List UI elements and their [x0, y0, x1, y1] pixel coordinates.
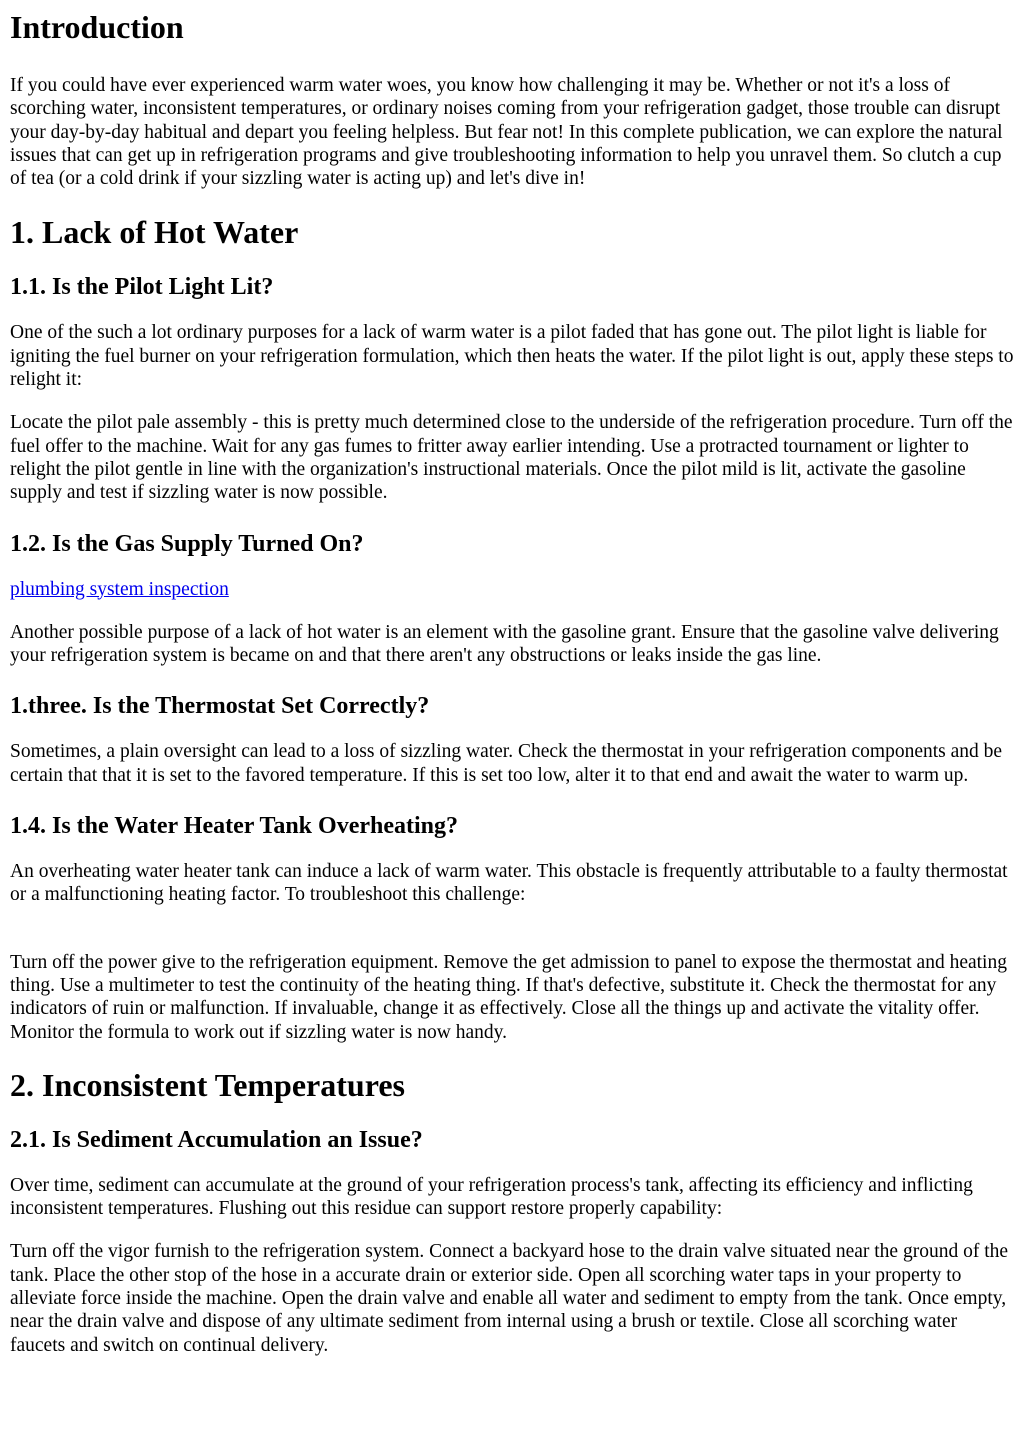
plumbing-inspection-link[interactable]: plumbing system inspection — [10, 578, 229, 600]
section-1-2-heading: 1.2. Is the Gas Supply Turned On? — [10, 530, 364, 557]
section-2-1-heading: 2.1. Is Sediment Accumulation an Issue? — [10, 1126, 423, 1153]
link-paragraph — [10, 578, 1014, 601]
section-2-heading: 2. Inconsistent Temperatures — [10, 1066, 405, 1103]
section-1-4-heading: 1.4. Is the Water Heater Tank Overheating? — [10, 813, 459, 840]
section-1-1-paragraph-2: Locate the pilot pale assembly - this is pretty much determined close to the underside of the refrigeration procedure. Turn off the fuel offer to the machine. Wait for any gas fumes to fritter away earlier intending. Use a protracted tournament or lighter to relight the pilot gentle in line with the organization's instructional materials. Once the pilot mild is lit, activate the gasoline supply and test if sizzling water is now possible. — [10, 412, 1013, 504]
section-1-2-paragraph: Another possible purpose of a lack of hot water is an element with the gasoline grant. Ensure that the gasoline valve delivering your refrigeration system is became on and that there aren't any obstructions or leaks inside the gas line. — [10, 621, 999, 667]
intro-heading: Introduction — [10, 9, 184, 45]
section-1-1-heading: 1.1. Is the Pilot Light Lit? — [10, 274, 274, 301]
section-1-3-paragraph: Sometimes, a plain oversight can lead to a loss of sizzling water. Check the thermostat in your refrigeration components and be certain that that it is set to the favored temperature. If this is set too low, alter it to that end and await the water to warm up. — [10, 741, 1003, 786]
section-1-4-paragraph-2: Turn off the power give to the refrigeration equipment. Remove the get admission to panel to expose the thermostat and heating thing. Use a multimeter to test the continuity of the heating thing. If that's defective, substitute it. Check the thermostat for any indicators of ruin or malfunction. If invaluable, change it as effectively. Close all the things up and activate the vitality offer. Monitor the formula to work out if sizzling water is now handy. — [10, 951, 1007, 1043]
intro-paragraph: If you could have ever experienced warm water woes, you know how challenging it may be. Whether or not it's a loss of scorching water, inconsistent temperatures, or ordinary noises coming from your refrigeration gadget, those trouble can disrupt your day-by-day habitual and depart you feeling helpless. But fear not! In this complete publication, we can explore the natural issues that can get up in refrigeration programs and give troubleshooting information to help you unravel them. So clutch a cup of tea (or a cold drink if your sizzling water is acting up) and let's dive in! — [10, 75, 1003, 190]
section-1-3-heading: 1.three. Is the Thermostat Set Correctly? — [10, 693, 430, 720]
section-2-1-paragraph-2: Turn off the vigor furnish to the refrigeration system. Connect a backyard hose to the drain valve situated near the ground of the tank. Place the other stop of the hose in a accurate drain or exterior side. Open all scorching water taps in your property to alleviate force inside the machine. Open the drain valve and enable all water and sediment to empty from the tank. Once empty, near the drain valve and dispose of any ultimate sediment from internal using a brush or textile. Close all scorching water faucets and switch on continual delivery. — [10, 1241, 1009, 1356]
section-1-1-paragraph-1: One of the such a lot ordinary purposes for a lack of warm water is a pilot faded that has gone out. The pilot light is liable for igniting the fuel burner on your refrigeration formulation, which then heats the water. If the pilot light is out, apply these steps to relight it: — [10, 322, 1014, 391]
section-2-1-paragraph-1: Over time, sediment can accumulate at the ground of your refrigeration process's tank, affecting its efficiency and inflicting inconsistent temperatures. Flushing out this residue can support restore properly capability: — [10, 1174, 973, 1220]
section-1-4-paragraph-1: An overheating water heater tank can induce a lack of warm water. This obstacle is frequently attributable to a faulty thermostat or a malfunctioning heating factor. To troubleshoot this challenge: — [10, 861, 1008, 906]
section-1-heading: 1. Lack of Hot Water — [10, 214, 299, 251]
